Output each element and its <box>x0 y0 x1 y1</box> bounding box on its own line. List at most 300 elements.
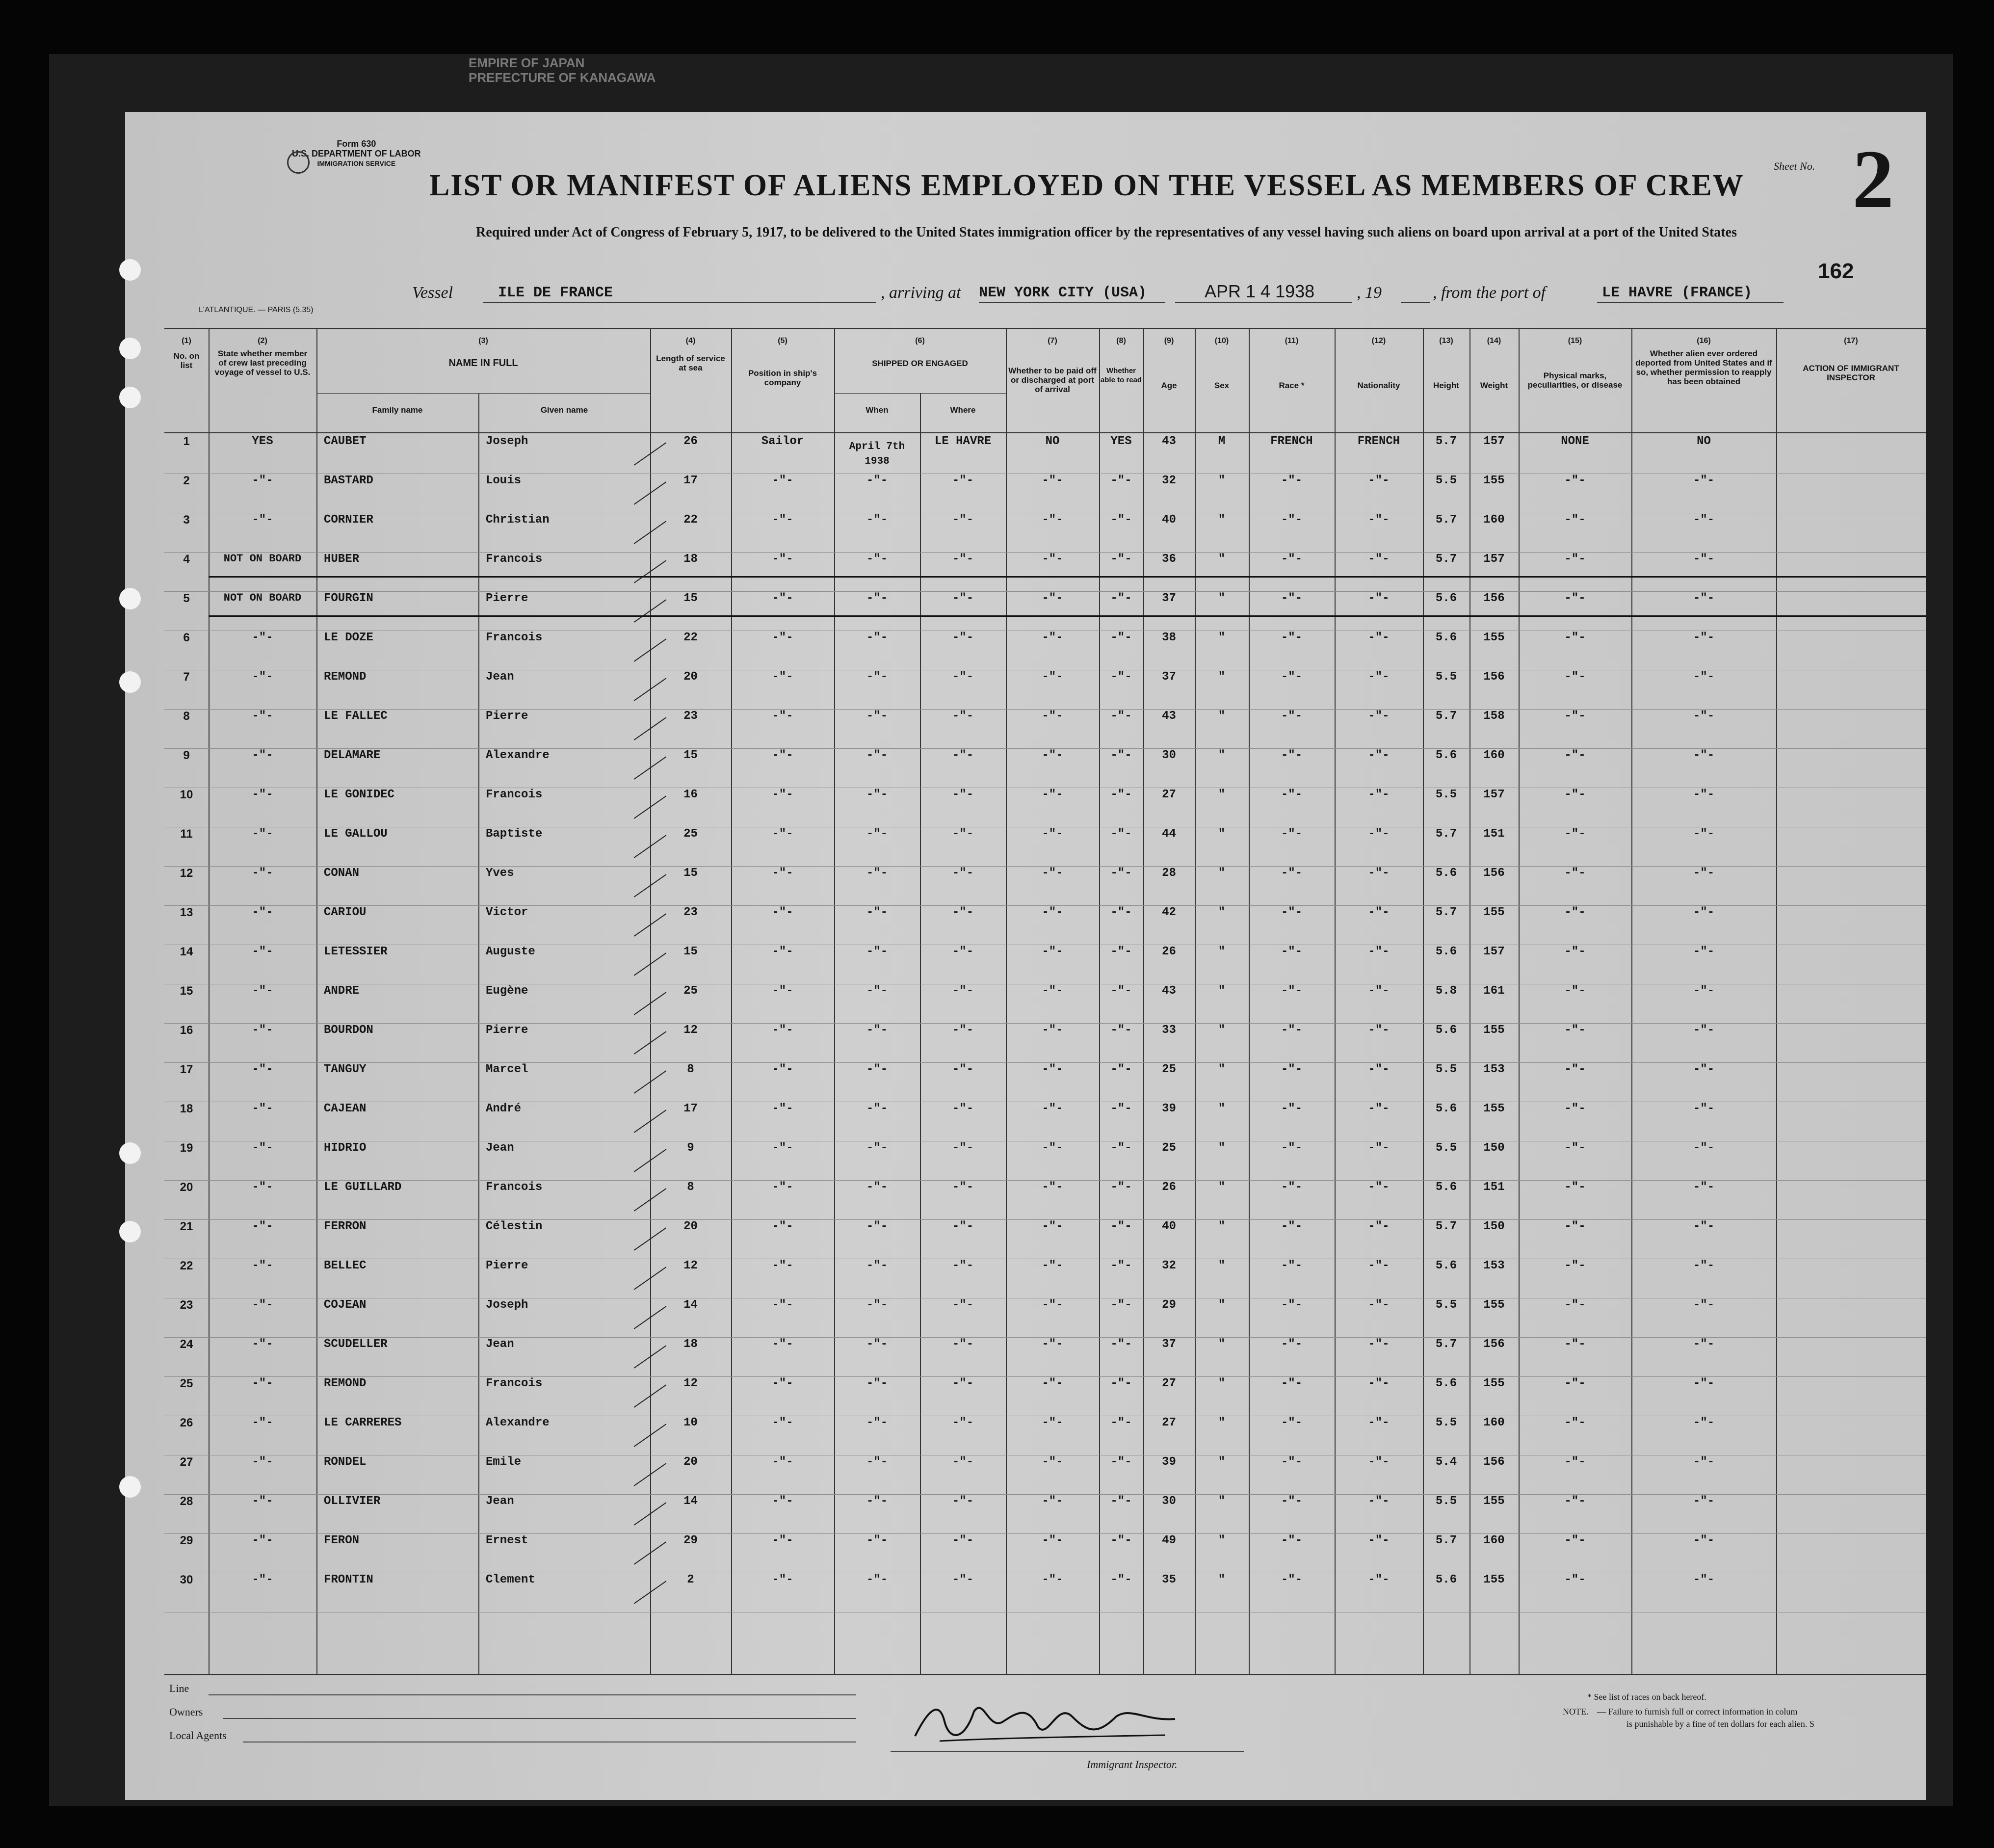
cell-weight: 155 <box>1483 474 1505 487</box>
cell-service: 8 <box>687 1181 694 1194</box>
cell-marks: -"- <box>1564 1455 1586 1469</box>
cell-race: -"- <box>1281 592 1303 605</box>
cell-family: LE GONIDEC <box>324 788 395 801</box>
manifest-sheet <box>125 55 1926 1800</box>
cell-weight: 155 <box>1483 1377 1505 1390</box>
local-agents-label: Local Agents <box>169 1729 227 1742</box>
col12-header: Nationality <box>1357 381 1400 390</box>
cell-prev: -"- <box>252 1495 273 1508</box>
cell-nat: -"- <box>1368 1181 1390 1194</box>
cell-age: 43 <box>1162 435 1176 448</box>
cell-where: -"- <box>952 749 974 762</box>
table-row <box>164 592 1926 631</box>
cell-prev: -"- <box>252 1102 273 1115</box>
cell-age: 40 <box>1162 1220 1176 1233</box>
table-row <box>164 1259 1926 1298</box>
cell-paid: -"- <box>1042 1495 1063 1508</box>
cell-height: 5.6 <box>1435 1377 1457 1390</box>
owners-label: Owners <box>169 1706 203 1718</box>
cell-read: -"- <box>1110 1102 1132 1115</box>
cell-service: 17 <box>683 474 698 487</box>
col14-header: Weight <box>1480 381 1508 390</box>
cell-nat: -"- <box>1368 474 1390 487</box>
inspector-line <box>891 1751 1244 1752</box>
cell-where: -"- <box>952 1298 974 1312</box>
cell-read: -"- <box>1110 1495 1132 1508</box>
cell-prev: -"- <box>252 1024 273 1037</box>
table-row <box>164 1534 1926 1573</box>
cell-race: -"- <box>1281 1181 1303 1194</box>
cell-height: 5.6 <box>1435 867 1457 880</box>
cell-given: Francois <box>486 788 543 801</box>
cell-read: -"- <box>1110 553 1132 566</box>
cell-height: 5.5 <box>1435 1298 1457 1312</box>
cell-age: 40 <box>1162 513 1176 527</box>
cell-deported: -"- <box>1693 1220 1715 1233</box>
cell-service: 12 <box>683 1024 698 1037</box>
cell-where: -"- <box>952 1024 974 1037</box>
cell-when: -"- <box>866 670 888 684</box>
cell-height: 5.5 <box>1435 474 1457 487</box>
cell-when: -"- <box>866 984 888 998</box>
cell-height: 5.5 <box>1435 1416 1457 1429</box>
cell-weight: 155 <box>1483 1102 1505 1115</box>
cell-family: OLLIVIER <box>324 1495 381 1508</box>
cell-family: CORNIER <box>324 513 373 527</box>
cell-sex: " <box>1218 1416 1226 1429</box>
year-underline <box>1401 302 1430 303</box>
cell-marks: -"- <box>1564 1141 1586 1155</box>
cell-nat: -"- <box>1368 945 1390 958</box>
cell-no: 8 <box>183 710 190 723</box>
cell-service: 2 <box>687 1573 694 1586</box>
cell-height: 5.5 <box>1435 670 1457 684</box>
cell-paid: -"- <box>1042 710 1063 723</box>
cell-weight: 155 <box>1483 906 1505 919</box>
cell-read: -"- <box>1110 788 1132 801</box>
cell-read: -"- <box>1110 867 1132 880</box>
cell-given: Francois <box>486 631 543 644</box>
table-row <box>164 1416 1926 1455</box>
cell-service: 18 <box>683 1338 698 1351</box>
cell-service: 8 <box>687 1063 694 1076</box>
cell-weight: 157 <box>1483 435 1505 448</box>
when-header: When <box>866 405 889 415</box>
cell-race: -"- <box>1281 1141 1303 1155</box>
cell-no: 11 <box>180 827 193 841</box>
cell-when: -"- <box>866 1102 888 1115</box>
cell-age: 37 <box>1162 670 1176 684</box>
cell-no: 2 <box>183 474 190 487</box>
cell-no: 22 <box>180 1259 193 1272</box>
cell-where: -"- <box>952 1377 974 1390</box>
cell-read: -"- <box>1110 1377 1132 1390</box>
cell-when: -"- <box>866 1220 888 1233</box>
cell-nat: -"- <box>1368 1495 1390 1508</box>
cell-given: Pierre <box>486 1259 528 1272</box>
cell-marks: -"- <box>1564 1220 1586 1233</box>
cell-height: 5.6 <box>1435 1024 1457 1037</box>
cell-sex: " <box>1218 553 1226 566</box>
cell-service: 26 <box>683 435 698 448</box>
cell-height: 5.5 <box>1435 1495 1457 1508</box>
cell-age: 27 <box>1162 788 1176 801</box>
cell-position: -"- <box>772 1220 793 1233</box>
cell-given: Alexandre <box>486 1416 550 1429</box>
col11-header: Race * <box>1279 381 1305 390</box>
cell-prev: -"- <box>252 631 273 644</box>
cell-paid: -"- <box>1042 867 1063 880</box>
cell-prev: -"- <box>252 1377 273 1390</box>
col16-header: Whether alien ever ordered deported from United States and if so, whether permission to reapply has been obtained <box>1635 349 1772 386</box>
cell-no: 23 <box>180 1298 193 1312</box>
cell-where: -"- <box>952 670 974 684</box>
cell-when: -"- <box>866 827 888 841</box>
cell-prev: -"- <box>252 670 273 684</box>
cell-when: -"- <box>866 1416 888 1429</box>
cell-sex: " <box>1218 1338 1226 1351</box>
cell-age: 35 <box>1162 1573 1176 1586</box>
cell-nat: -"- <box>1368 984 1390 998</box>
table-row <box>164 1181 1926 1220</box>
cell-family: LETESSIER <box>324 945 388 958</box>
cell-race: -"- <box>1281 1063 1303 1076</box>
cell-marks: -"- <box>1564 945 1586 958</box>
cell-prev: -"- <box>252 1220 273 1233</box>
cell-position: -"- <box>772 513 793 527</box>
cell-family: LE DOZE <box>324 631 373 644</box>
cell-sex: M <box>1218 435 1226 448</box>
arriving-label: , arriving at <box>881 284 961 302</box>
cell-age: 30 <box>1162 749 1176 762</box>
cell-height: 5.6 <box>1435 1259 1457 1272</box>
table-row <box>164 1024 1926 1063</box>
cell-position: -"- <box>772 1416 793 1429</box>
cell-age: 37 <box>1162 1338 1176 1351</box>
cell-service: 17 <box>683 1102 698 1115</box>
cell-nat: -"- <box>1368 788 1390 801</box>
cell-read: -"- <box>1110 1181 1132 1194</box>
cell-weight: 160 <box>1483 513 1505 527</box>
cell-family: SCUDELLER <box>324 1338 388 1351</box>
cell-marks: -"- <box>1564 984 1586 998</box>
cell-family: REMOND <box>324 670 367 684</box>
cell-height: 5.6 <box>1435 749 1457 762</box>
cell-prev: -"- <box>252 1141 273 1155</box>
note-text: — Failure to furnish full or correct information in colum <box>1597 1707 1798 1716</box>
cell-weight: 160 <box>1483 1416 1505 1429</box>
cell-sex: " <box>1218 513 1226 527</box>
cell-given: Francois <box>486 553 543 566</box>
cell-weight: 160 <box>1483 1534 1505 1547</box>
cell-height: 5.6 <box>1435 1102 1457 1115</box>
cell-marks: -"- <box>1564 788 1586 801</box>
cell-given: Francois <box>486 1181 543 1194</box>
table-row <box>164 945 1926 984</box>
cell-no: 20 <box>180 1181 193 1194</box>
cell-race: -"- <box>1281 945 1303 958</box>
cell-height: 5.6 <box>1435 631 1457 644</box>
cell-position: -"- <box>772 474 793 487</box>
cell-paid: -"- <box>1042 474 1063 487</box>
cell-given: Clement <box>486 1573 535 1586</box>
cell-paid: -"- <box>1042 1416 1063 1429</box>
cell-given: Pierre <box>486 1024 528 1037</box>
cell-where: -"- <box>952 1141 974 1155</box>
cell-marks: -"- <box>1564 1495 1586 1508</box>
col9-number: (9) <box>1164 337 1174 345</box>
cell-age: 26 <box>1162 945 1176 958</box>
cell-weight: 160 <box>1483 749 1505 762</box>
cell-weight: 156 <box>1483 1455 1505 1469</box>
strike-through-line <box>209 576 1926 578</box>
table-row <box>164 1063 1926 1102</box>
cell-height: 5.6 <box>1435 1181 1457 1194</box>
cell-nat: -"- <box>1368 710 1390 723</box>
cell-race: -"- <box>1281 1259 1303 1272</box>
cell-deported: -"- <box>1693 827 1715 841</box>
cell-read: -"- <box>1110 474 1132 487</box>
cell-weight: 157 <box>1483 553 1505 566</box>
cell-paid: -"- <box>1042 906 1063 919</box>
cell-read: -"- <box>1110 631 1132 644</box>
cell-given: Joseph <box>486 1298 528 1312</box>
cell-no: 24 <box>180 1338 193 1351</box>
col5-number: (5) <box>778 337 787 345</box>
cell-sex: " <box>1218 1455 1226 1469</box>
cell-read: -"- <box>1110 827 1132 841</box>
col4-header: Length of service at sea <box>656 354 725 372</box>
cell-weight: 156 <box>1483 670 1505 684</box>
cell-paid: -"- <box>1042 984 1063 998</box>
col7-number: (7) <box>1048 337 1057 345</box>
cell-position: -"- <box>772 592 793 605</box>
cell-given: Jean <box>486 1338 514 1351</box>
col1-number: (1) <box>182 337 191 345</box>
cell-marks: -"- <box>1564 1102 1586 1115</box>
from-label: , from the port of <box>1433 284 1546 302</box>
cell-height: 5.5 <box>1435 1063 1457 1076</box>
cell-nat: -"- <box>1368 1534 1390 1547</box>
cell-family: LE CARRERES <box>324 1416 402 1429</box>
cell-when: -"- <box>866 749 888 762</box>
cell-age: 28 <box>1162 867 1176 880</box>
cell-service: 25 <box>683 827 698 841</box>
table-row <box>164 1573 1926 1612</box>
cell-position: -"- <box>772 1259 793 1272</box>
cell-weight: 155 <box>1483 631 1505 644</box>
cell-paid: -"- <box>1042 1220 1063 1233</box>
cell-service: 25 <box>683 984 698 998</box>
binder-hole <box>119 1142 141 1164</box>
cell-sex: " <box>1218 670 1226 684</box>
table-row <box>164 1298 1926 1338</box>
cell-service: 15 <box>683 592 698 605</box>
table-row <box>164 1141 1926 1181</box>
cell-read: -"- <box>1110 670 1132 684</box>
cell-weight: 155 <box>1483 1573 1505 1586</box>
cell-weight: 151 <box>1483 1181 1505 1194</box>
table-row <box>164 553 1926 592</box>
cell-sex: " <box>1218 984 1226 998</box>
cell-prev: -"- <box>252 1534 273 1547</box>
strike-through-line <box>209 615 1926 617</box>
cell-given: Yves <box>486 867 514 880</box>
table-row <box>164 1220 1926 1259</box>
cell-paid: -"- <box>1042 592 1063 605</box>
department-seal-icon <box>287 151 310 174</box>
cell-read: -"- <box>1110 1024 1132 1037</box>
cell-prev: -"- <box>252 749 273 762</box>
cell-weight: 157 <box>1483 945 1505 958</box>
cell-race: -"- <box>1281 631 1303 644</box>
cell-position: -"- <box>772 1338 793 1351</box>
cell-position: -"- <box>772 670 793 684</box>
cell-where: LE HAVRE <box>934 435 992 448</box>
cell-nat: -"- <box>1368 1220 1390 1233</box>
table-row <box>164 1377 1926 1416</box>
cell-deported: -"- <box>1693 670 1715 684</box>
cell-deported: -"- <box>1693 1455 1715 1469</box>
cell-no: 5 <box>183 592 190 605</box>
cell-service: 23 <box>683 906 698 919</box>
cell-family: FRONTIN <box>324 1573 373 1586</box>
cell-read: -"- <box>1110 1220 1132 1233</box>
cell-nat: -"- <box>1368 553 1390 566</box>
cell-given: Joseph <box>486 435 528 448</box>
cell-family: CONAN <box>324 867 360 880</box>
cell-no: 21 <box>180 1220 193 1233</box>
cell-marks: -"- <box>1564 670 1586 684</box>
cell-weight: 153 <box>1483 1063 1505 1076</box>
cell-family: BASTARD <box>324 474 373 487</box>
cell-weight: 156 <box>1483 867 1505 880</box>
from-port: LE HAVRE (FRANCE) <box>1602 285 1753 301</box>
cell-height: 5.5 <box>1435 788 1457 801</box>
cell-age: 43 <box>1162 710 1176 723</box>
cell-read: -"- <box>1110 1259 1132 1272</box>
race-note: * See list of races on back hereof. <box>1587 1692 1706 1702</box>
cell-position: -"- <box>772 945 793 958</box>
cell-marks: -"- <box>1564 1259 1586 1272</box>
cell-no: 30 <box>180 1573 193 1586</box>
cell-deported: -"- <box>1693 631 1715 644</box>
cell-sex: " <box>1218 788 1226 801</box>
cell-prev: -"- <box>252 1338 273 1351</box>
cell-read: -"- <box>1110 1534 1132 1547</box>
cell-when: April 7th 1938 <box>849 441 905 467</box>
cell-position: -"- <box>772 1534 793 1547</box>
cell-given: Francois <box>486 1377 543 1390</box>
cell-given: Jean <box>486 670 514 684</box>
cell-when: -"- <box>866 1024 888 1037</box>
cell-no: 26 <box>180 1416 193 1429</box>
cell-position: -"- <box>772 1573 793 1586</box>
table-row <box>164 788 1926 827</box>
cell-no: 29 <box>180 1534 193 1547</box>
cell-deported: -"- <box>1693 474 1715 487</box>
cell-paid: -"- <box>1042 1063 1063 1076</box>
printer-mark: L'ATLANTIQUE. — PARIS (5.35) <box>199 306 314 314</box>
cell-paid: -"- <box>1042 788 1063 801</box>
cell-position: -"- <box>772 1377 793 1390</box>
cell-family: COJEAN <box>324 1298 367 1312</box>
binder-hole <box>119 387 141 408</box>
cell-position: -"- <box>772 1455 793 1469</box>
cell-height: 5.7 <box>1435 553 1457 566</box>
binder-hole <box>119 671 141 693</box>
form-number-block <box>292 139 421 168</box>
cell-age: 27 <box>1162 1377 1176 1390</box>
arriving-underline <box>979 302 1165 303</box>
cell-given: André <box>486 1102 522 1115</box>
col7-header: Whether to be paid off or discharged at port of arrival <box>1008 366 1097 394</box>
cell-when: -"- <box>866 1063 888 1076</box>
cell-nat: -"- <box>1368 1024 1390 1037</box>
cell-no: 16 <box>180 1024 193 1037</box>
cell-nat: FRENCH <box>1357 435 1400 448</box>
cell-family: TANGUY <box>324 1063 367 1076</box>
cell-race: FRENCH <box>1270 435 1313 448</box>
cell-deported: -"- <box>1693 592 1715 605</box>
col10-number: (10) <box>1214 337 1229 345</box>
cell-where: -"- <box>952 1063 974 1076</box>
cell-height: 5.4 <box>1435 1455 1457 1469</box>
form-number: Form 630 <box>337 139 376 149</box>
cell-read: -"- <box>1110 945 1132 958</box>
cell-prev: -"- <box>252 710 273 723</box>
col13-number: (13) <box>1439 337 1453 345</box>
cell-marks: -"- <box>1564 1181 1586 1194</box>
cell-prev: -"- <box>252 1063 273 1076</box>
cell-nat: -"- <box>1368 749 1390 762</box>
given-name-header: Given name <box>540 405 588 415</box>
cell-nat: -"- <box>1368 592 1390 605</box>
vessel-underline <box>483 302 876 303</box>
cell-marks: -"- <box>1564 827 1586 841</box>
cell-nat: -"- <box>1368 1416 1390 1429</box>
cell-when: -"- <box>866 592 888 605</box>
cell-nat: -"- <box>1368 906 1390 919</box>
cell-sex: " <box>1218 1181 1226 1194</box>
col8-number: (8) <box>1116 337 1126 345</box>
cell-where: -"- <box>952 788 974 801</box>
binder-hole <box>119 1221 141 1242</box>
cell-family: BELLEC <box>324 1259 367 1272</box>
cell-age: 39 <box>1162 1455 1176 1469</box>
col6-number: (6) <box>915 337 925 345</box>
cell-where: -"- <box>952 945 974 958</box>
cell-sex: " <box>1218 1534 1226 1547</box>
cell-age: 43 <box>1162 984 1176 998</box>
vessel-label: Vessel <box>412 284 453 302</box>
cell-given: Christian <box>486 513 550 527</box>
cell-nat: -"- <box>1368 670 1390 684</box>
cell-read: -"- <box>1110 1298 1132 1312</box>
cell-sex: " <box>1218 592 1226 605</box>
cell-deported: -"- <box>1693 1534 1715 1547</box>
cell-when: -"- <box>866 1495 888 1508</box>
cell-deported: -"- <box>1693 553 1715 566</box>
cell-prev: YES <box>252 435 273 448</box>
cell-age: 33 <box>1162 1024 1176 1037</box>
cell-prev: -"- <box>252 474 273 487</box>
cell-age: 30 <box>1162 1495 1176 1508</box>
cell-position: -"- <box>772 867 793 880</box>
cell-sex: " <box>1218 1024 1226 1037</box>
cell-position: -"- <box>772 788 793 801</box>
cell-deported: -"- <box>1693 749 1715 762</box>
